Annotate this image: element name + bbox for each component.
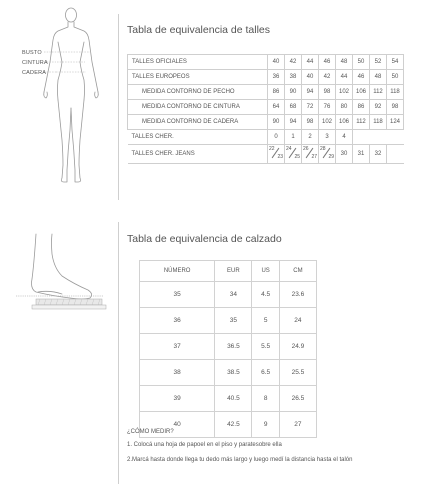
empty-cell bbox=[353, 130, 370, 145]
shoe-cell: 38.5 bbox=[215, 360, 252, 386]
shoe-table bbox=[139, 260, 317, 438]
sizes-cell: 124 bbox=[387, 115, 404, 130]
how-to-step-2: 2.Marcá hasta donde llega tu dedo más largo y luego medí la distancia hasta el talón bbox=[127, 457, 353, 463]
fraction-bottom: 25 bbox=[294, 154, 300, 160]
fraction-top: 22 bbox=[269, 146, 275, 152]
shoe-cell: 39 bbox=[140, 386, 215, 412]
fraction-bottom: 23 bbox=[277, 154, 283, 160]
sizes-table bbox=[127, 54, 404, 164]
jeans-label: TALLES CHER. JEANS bbox=[128, 145, 268, 164]
sizes-row bbox=[128, 115, 404, 130]
shoe-cell: 5.5 bbox=[252, 334, 279, 360]
sizes-cell: 38 bbox=[285, 70, 302, 85]
empty-cell bbox=[387, 145, 404, 164]
cher-cell: 1 bbox=[285, 130, 302, 145]
fraction-top: 28 bbox=[320, 146, 326, 152]
foot-figure bbox=[8, 224, 110, 316]
sizes-cell: 90 bbox=[285, 85, 302, 100]
sizes-row bbox=[128, 85, 404, 100]
sizes-cell: 102 bbox=[319, 115, 336, 130]
sizes-cell: 94 bbox=[302, 85, 319, 100]
shoe-cell: 23.6 bbox=[279, 282, 316, 308]
sizes-row bbox=[128, 100, 404, 115]
shoe-cell: 24.9 bbox=[279, 334, 316, 360]
sizes-cell: 44 bbox=[336, 70, 353, 85]
divider-vertical-top bbox=[118, 14, 119, 200]
sizes-cell: 98 bbox=[387, 100, 404, 115]
shoe-row bbox=[140, 386, 317, 412]
shoe-cell: 42.5 bbox=[215, 412, 252, 438]
shoe-row bbox=[140, 308, 317, 334]
shoe-cell: 40 bbox=[140, 412, 215, 438]
sizes-cell: 42 bbox=[319, 70, 336, 85]
cher-label: TALLES CHER. bbox=[128, 130, 268, 145]
jeans-fraction bbox=[319, 145, 335, 161]
sizes-cell: 54 bbox=[387, 55, 404, 70]
shoe-cell: 37 bbox=[140, 334, 215, 360]
cher-cell: 0 bbox=[268, 130, 285, 145]
empty-cell bbox=[387, 130, 404, 145]
shoe-cell: 35 bbox=[215, 308, 252, 334]
cher-cell: 2 bbox=[302, 130, 319, 145]
shoe-row bbox=[140, 360, 317, 386]
shoe-header-cell: NÚMERO bbox=[140, 261, 215, 282]
sizes-cell: 98 bbox=[319, 85, 336, 100]
sizes-cell: 106 bbox=[336, 115, 353, 130]
sizes-row bbox=[128, 70, 404, 85]
sizes-cell: 92 bbox=[370, 100, 387, 115]
shoe-cell: 4.5 bbox=[252, 282, 279, 308]
sizes-cell: 90 bbox=[268, 115, 285, 130]
shoe-title: Tabla de equivalencia de calzado bbox=[127, 233, 282, 245]
sizes-cell: 46 bbox=[319, 55, 336, 70]
cher-cell: 3 bbox=[319, 130, 336, 145]
sizes-cell: 72 bbox=[302, 100, 319, 115]
sizes-cell: 98 bbox=[302, 115, 319, 130]
shoe-cell: 34 bbox=[215, 282, 252, 308]
sizes-cell: 40 bbox=[302, 70, 319, 85]
fraction-top: 26 bbox=[303, 146, 309, 152]
sizes-row bbox=[128, 55, 404, 70]
sizes-row-label: MEDIDA CONTORNO DE PECHO bbox=[128, 85, 268, 100]
sizes-row-label: TALLES EUROPEOS bbox=[128, 70, 268, 85]
shoe-cell: 25.5 bbox=[279, 360, 316, 386]
sizes-cell: 86 bbox=[353, 100, 370, 115]
sizes-row-cher bbox=[128, 130, 404, 145]
sizes-cell: 118 bbox=[387, 85, 404, 100]
sizes-cell: 42 bbox=[285, 55, 302, 70]
body-silhouette-icon bbox=[0, 0, 118, 200]
sizes-cell: 64 bbox=[268, 100, 285, 115]
jeans-fraction-cell bbox=[268, 145, 285, 164]
empty-cell bbox=[370, 130, 387, 145]
shoe-header-cell: US bbox=[252, 261, 279, 282]
sizes-cell: 40 bbox=[268, 55, 285, 70]
label-hip: CADERA bbox=[22, 70, 47, 76]
sizes-title: Tabla de equivalencia de talles bbox=[127, 24, 271, 36]
shoe-cell: 36 bbox=[140, 308, 215, 334]
shoe-cell: 8 bbox=[252, 386, 279, 412]
shoe-row bbox=[140, 282, 317, 308]
sizes-cell: 118 bbox=[370, 115, 387, 130]
sizes-cell: 36 bbox=[268, 70, 285, 85]
shoe-cell: 26.5 bbox=[279, 386, 316, 412]
sizes-cell: 50 bbox=[353, 55, 370, 70]
shoe-cell: 5 bbox=[252, 308, 279, 334]
fraction-top: 24 bbox=[286, 146, 292, 152]
sizes-cell: 86 bbox=[268, 85, 285, 100]
sizes-row-label: MEDIDA CONTORNO DE CADERA bbox=[128, 115, 268, 130]
sizes-cell: 94 bbox=[285, 115, 302, 130]
sizes-cell: 76 bbox=[319, 100, 336, 115]
sizes-cell: 80 bbox=[336, 100, 353, 115]
sizes-cell: 112 bbox=[370, 85, 387, 100]
foot-measure-icon bbox=[8, 224, 110, 316]
shoe-cell: 9 bbox=[252, 412, 279, 438]
sizes-cell: 50 bbox=[387, 70, 404, 85]
shoe-cell: 27 bbox=[279, 412, 316, 438]
jeans-fraction bbox=[268, 145, 284, 161]
sizes-cell: 48 bbox=[370, 70, 387, 85]
sizes-row-jeans bbox=[128, 145, 404, 164]
jeans-cell: 32 bbox=[370, 145, 387, 164]
divider-vertical-bottom bbox=[118, 222, 119, 484]
how-to-title: ¿CÓMO MEDIR? bbox=[127, 429, 174, 435]
sizes-row-label: TALLES OFICIALES bbox=[128, 55, 268, 70]
fraction-bottom: 27 bbox=[311, 154, 317, 160]
label-waist: CINTURA bbox=[22, 60, 48, 66]
fraction-bottom: 29 bbox=[328, 154, 334, 160]
sizes-cell: 48 bbox=[336, 55, 353, 70]
jeans-cell: 31 bbox=[353, 145, 370, 164]
shoe-cell: 24 bbox=[279, 308, 316, 334]
sizes-cell: 112 bbox=[353, 115, 370, 130]
shoe-header-cell: CM bbox=[279, 261, 316, 282]
jeans-fraction-cell bbox=[302, 145, 319, 164]
how-to-step-1: 1. Colocá una hoja de papoel en el piso y paratesobre ella bbox=[127, 442, 282, 448]
sizes-cell: 44 bbox=[302, 55, 319, 70]
shoe-row bbox=[140, 334, 317, 360]
shoe-header-row bbox=[140, 261, 317, 282]
body-figure bbox=[0, 0, 118, 200]
sizes-cell: 46 bbox=[353, 70, 370, 85]
sizes-cell: 52 bbox=[370, 55, 387, 70]
jeans-cell: 30 bbox=[336, 145, 353, 164]
sizes-cell: 102 bbox=[336, 85, 353, 100]
cher-cell: 4 bbox=[336, 130, 353, 145]
jeans-fraction-cell bbox=[285, 145, 302, 164]
shoe-cell: 40.5 bbox=[215, 386, 252, 412]
sizes-row-label: MEDIDA CONTORNO DE CINTURA bbox=[128, 100, 268, 115]
shoe-cell: 36.5 bbox=[215, 334, 252, 360]
shoe-cell: 6.5 bbox=[252, 360, 279, 386]
jeans-fraction bbox=[285, 145, 301, 161]
label-bust: BUSTO bbox=[22, 50, 42, 56]
jeans-fraction-cell bbox=[319, 145, 336, 164]
shoe-cell: 35 bbox=[140, 282, 215, 308]
sizes-cell: 68 bbox=[285, 100, 302, 115]
shoe-header-cell: EUR bbox=[215, 261, 252, 282]
sizes-cell: 106 bbox=[353, 85, 370, 100]
jeans-fraction bbox=[302, 145, 318, 161]
shoe-cell: 38 bbox=[140, 360, 215, 386]
